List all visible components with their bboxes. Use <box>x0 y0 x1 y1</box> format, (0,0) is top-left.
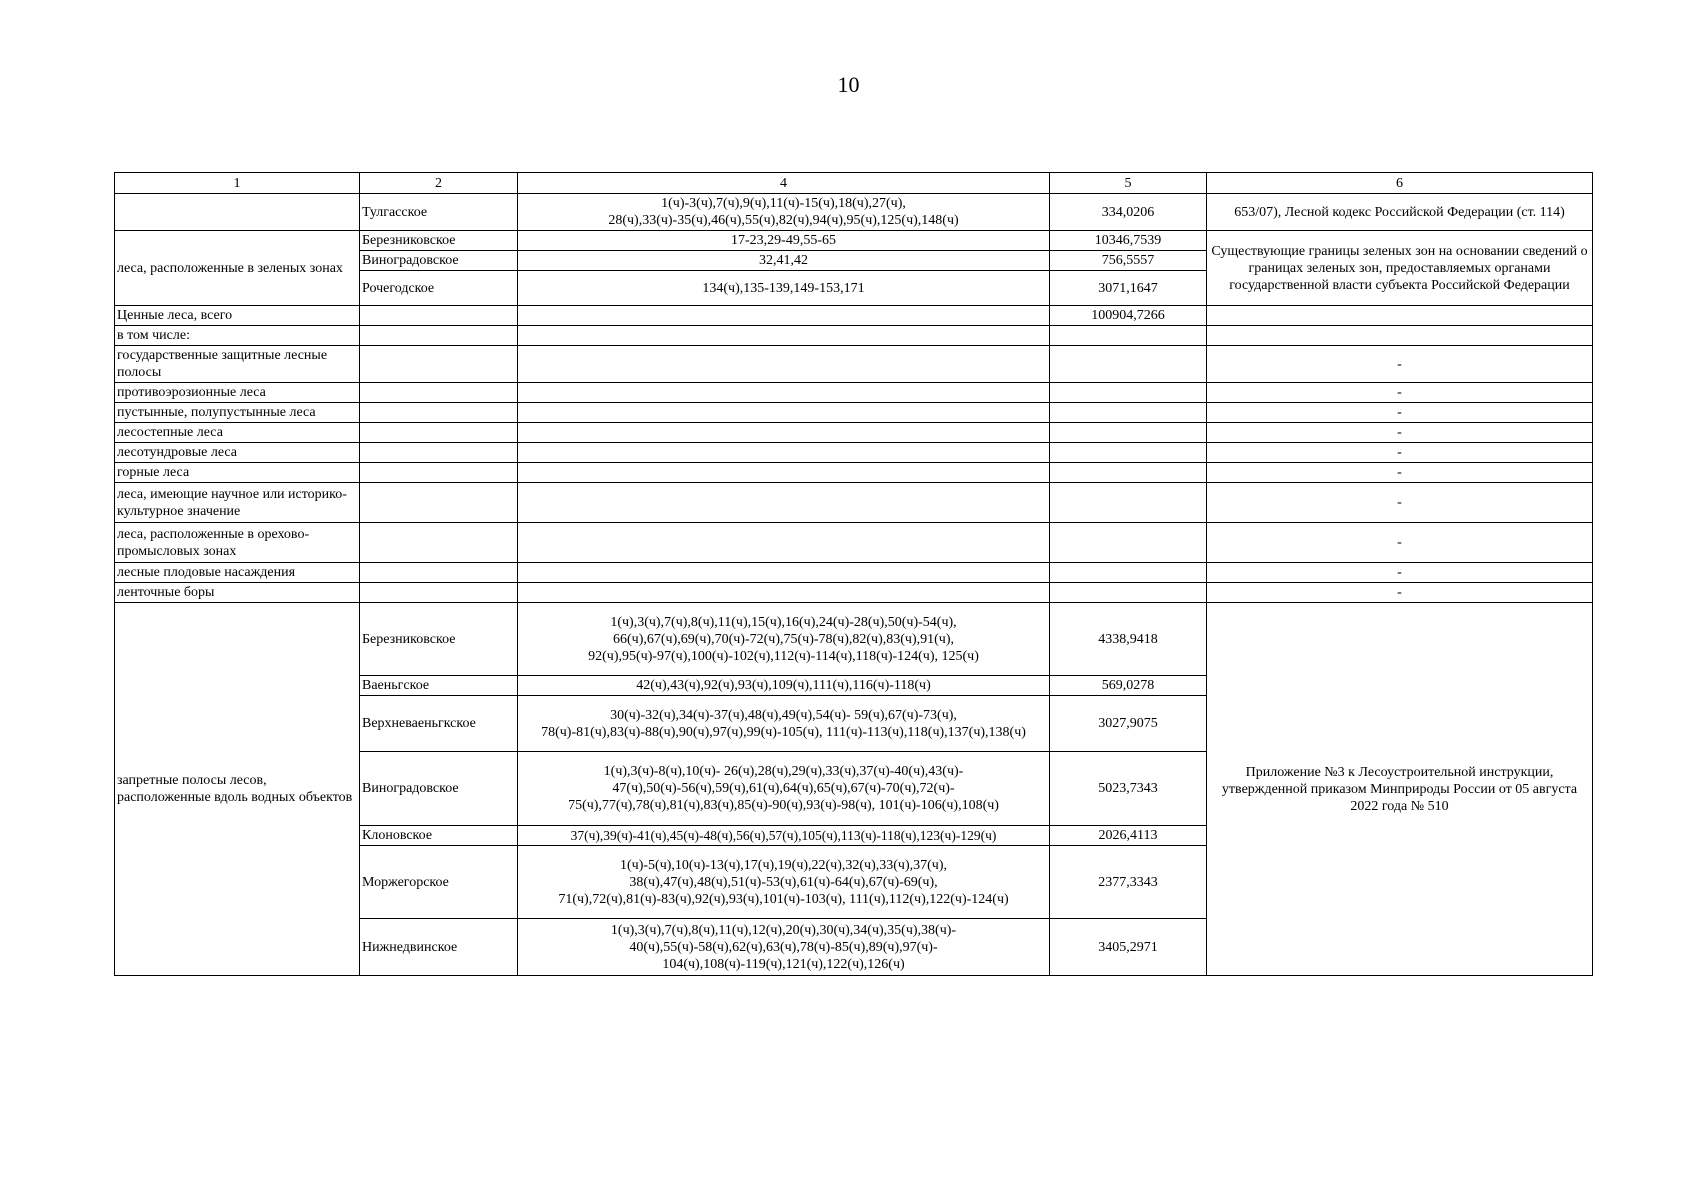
forestry-cell <box>360 346 518 383</box>
basis-cell: - <box>1207 403 1593 423</box>
forestry-cell: Ваеньгское <box>360 676 518 696</box>
table-row <box>115 306 1593 326</box>
quarters-cell <box>518 443 1050 463</box>
category-cell: запретные полосы лесов, расположенные вдоль водных объектов <box>115 603 360 976</box>
area-cell <box>1050 483 1207 523</box>
quarters-cell: 17-23,29-49,55-65 <box>518 231 1050 251</box>
area-cell: 2026,4113 <box>1050 826 1207 846</box>
header-col-5: 5 <box>1050 173 1207 194</box>
forestry-cell: Нижнедвинское <box>360 919 518 976</box>
area-cell <box>1050 563 1207 583</box>
quarters-cell <box>518 306 1050 326</box>
basis-cell: - <box>1207 383 1593 403</box>
quarters-cell <box>518 563 1050 583</box>
area-cell <box>1050 443 1207 463</box>
quarters-cell: 1(ч)-5(ч),10(ч)-13(ч),17(ч),19(ч),22(ч),32(ч),33(ч),37(ч), 38(ч),47(ч),48(ч),51(ч)-53(ч),61(ч)-64(ч),67(ч)-69(ч), 71(ч),72(ч),81(ч)-83(ч),92(ч),93(ч),101(ч)-103(ч), 111(ч),112(ч),122(ч)-124(ч) <box>518 846 1050 919</box>
category-cell: пустынные, полупустынные леса <box>115 403 360 423</box>
quarters-cell <box>518 423 1050 443</box>
header-col-1: 1 <box>115 173 360 194</box>
forestry-cell: Верхневаеньгкское <box>360 696 518 752</box>
table-row <box>115 603 1593 676</box>
basis-cell: - <box>1207 423 1593 443</box>
forestry-cell: Клоновское <box>360 826 518 846</box>
forestry-cell <box>360 523 518 563</box>
forestry-cell: Березниковское <box>360 603 518 676</box>
forestry-cell: Тулгасское <box>360 194 518 231</box>
forest-table <box>114 172 1593 976</box>
basis-cell: - <box>1207 583 1593 603</box>
forestry-cell <box>360 383 518 403</box>
table-row <box>115 463 1593 483</box>
forestry-cell <box>360 423 518 443</box>
table-row <box>115 583 1593 603</box>
quarters-cell <box>518 583 1050 603</box>
forestry-cell <box>360 583 518 603</box>
area-cell: 334,0206 <box>1050 194 1207 231</box>
category-cell: леса, имеющие научное или историко-культурное значение <box>115 483 360 523</box>
forestry-cell <box>360 403 518 423</box>
area-cell <box>1050 583 1207 603</box>
category-cell: лесные плодовые насаждения <box>115 563 360 583</box>
forestry-cell <box>360 306 518 326</box>
forestry-cell: Рочегодское <box>360 271 518 306</box>
basis-cell: - <box>1207 523 1593 563</box>
area-cell: 10346,7539 <box>1050 231 1207 251</box>
quarters-cell <box>518 326 1050 346</box>
basis-cell <box>1207 306 1593 326</box>
forestry-cell <box>360 483 518 523</box>
forestry-cell: Березниковское <box>360 231 518 251</box>
area-cell: 569,0278 <box>1050 676 1207 696</box>
area-cell: 2377,3343 <box>1050 846 1207 919</box>
basis-cell: Приложение №3 к Лесоустроительной инструкции, утвержденной приказом Минприроды России от 05 августа 2022 года № 510 <box>1207 603 1593 976</box>
category-cell: лесостепные леса <box>115 423 360 443</box>
table-row <box>115 523 1593 563</box>
area-cell: 3071,1647 <box>1050 271 1207 306</box>
quarters-cell <box>518 403 1050 423</box>
header-col-2: 2 <box>360 173 518 194</box>
quarters-cell: 134(ч),135-139,149-153,171 <box>518 271 1050 306</box>
quarters-cell: 1(ч)-3(ч),7(ч),9(ч),11(ч)-15(ч),18(ч),27(ч), 28(ч),33(ч)-35(ч),46(ч),55(ч),82(ч),94(ч),95(ч),125(ч),148(ч) <box>518 194 1050 231</box>
basis-cell: 653/07), Лесной кодекс Российской Федерации (ст. 114) <box>1207 194 1593 231</box>
forestry-cell <box>360 326 518 346</box>
area-cell: 100904,7266 <box>1050 306 1207 326</box>
area-cell <box>1050 523 1207 563</box>
quarters-cell: 1(ч),3(ч),7(ч),8(ч),11(ч),12(ч),20(ч),30(ч),34(ч),35(ч),38(ч)- 40(ч),55(ч)-58(ч),62(ч),63(ч),78(ч)-85(ч),89(ч),97(ч)- 104(ч),108(ч)-119(ч),121(ч),122(ч),126(ч) <box>518 919 1050 976</box>
quarters-cell: 37(ч),39(ч)-41(ч),45(ч)-48(ч),56(ч),57(ч),105(ч),113(ч)-118(ч),123(ч)-129(ч) <box>518 826 1050 846</box>
table-row <box>115 194 1593 231</box>
category-cell: Ценные леса, всего <box>115 306 360 326</box>
category-cell: ленточные боры <box>115 583 360 603</box>
area-cell <box>1050 423 1207 443</box>
forestry-cell: Виноградовское <box>360 251 518 271</box>
table-row <box>115 403 1593 423</box>
basis-cell: - <box>1207 463 1593 483</box>
area-cell: 5023,7343 <box>1050 752 1207 826</box>
area-cell <box>1050 383 1207 403</box>
header-col-4: 4 <box>518 173 1050 194</box>
category-cell: в том числе: <box>115 326 360 346</box>
table-row <box>115 346 1593 383</box>
category-cell: лесотундровые леса <box>115 443 360 463</box>
table-row <box>115 383 1593 403</box>
quarters-cell: 1(ч),3(ч),7(ч),8(ч),11(ч),15(ч),16(ч),24(ч)-28(ч),50(ч)-54(ч), 66(ч),67(ч),69(ч),70(ч)-72(ч),75(ч)-78(ч),82(ч),83(ч),91(ч), 92(ч),95(ч)-97(ч),100(ч)-102(ч),112(ч)-114(ч),118(ч)-124(ч), 125(ч) <box>518 603 1050 676</box>
category-cell: леса, расположенные в зеленых зонах <box>115 231 360 306</box>
quarters-cell <box>518 346 1050 383</box>
category-cell: государственные защитные лесные полосы <box>115 346 360 383</box>
quarters-cell: 32,41,42 <box>518 251 1050 271</box>
header-col-6: 6 <box>1207 173 1593 194</box>
area-cell <box>1050 326 1207 346</box>
basis-cell <box>1207 326 1593 346</box>
category-cell <box>115 194 360 231</box>
basis-cell: - <box>1207 563 1593 583</box>
basis-cell: - <box>1207 483 1593 523</box>
forestry-cell <box>360 443 518 463</box>
basis-cell: - <box>1207 346 1593 383</box>
table-row <box>115 483 1593 523</box>
forestry-cell <box>360 463 518 483</box>
quarters-cell: 42(ч),43(ч),92(ч),93(ч),109(ч),111(ч),116(ч)-118(ч) <box>518 676 1050 696</box>
area-cell <box>1050 463 1207 483</box>
table-row <box>115 326 1593 346</box>
basis-cell: Существующие границы зеленых зон на основании сведений о границах зеленых зон, предоставляемых органами государственной власти субъекта Российской Федерации <box>1207 231 1593 306</box>
area-cell <box>1050 403 1207 423</box>
category-cell: противоэрозионные леса <box>115 383 360 403</box>
quarters-cell: 1(ч),3(ч)-8(ч),10(ч)- 26(ч),28(ч),29(ч),33(ч),37(ч)-40(ч),43(ч)- 47(ч),50(ч)-56(ч),59(ч),61(ч),64(ч),65(ч),67(ч)-70(ч),72(ч)- 75(ч),77(ч),78(ч),81(ч),83(ч),85(ч)-90(ч),93(ч)-98(ч), 101(ч)-106(ч),108(ч) <box>518 752 1050 826</box>
forestry-cell <box>360 563 518 583</box>
area-cell: 756,5557 <box>1050 251 1207 271</box>
table-row <box>115 563 1593 583</box>
table-row <box>115 231 1593 251</box>
forestry-cell: Виноградовское <box>360 752 518 826</box>
forestry-cell: Моржегорское <box>360 846 518 919</box>
category-cell: горные леса <box>115 463 360 483</box>
table-header-row <box>115 173 1593 194</box>
table-row <box>115 443 1593 463</box>
table-row <box>115 423 1593 443</box>
basis-cell: - <box>1207 443 1593 463</box>
area-cell: 4338,9418 <box>1050 603 1207 676</box>
quarters-cell <box>518 483 1050 523</box>
quarters-cell: 30(ч)-32(ч),34(ч)-37(ч),48(ч),49(ч),54(ч)- 59(ч),67(ч)-73(ч), 78(ч)-81(ч),83(ч)-88(ч),90(ч),97(ч),99(ч)-105(ч), 111(ч)-113(ч),118(ч),137(ч),138(ч) <box>518 696 1050 752</box>
area-cell <box>1050 346 1207 383</box>
quarters-cell <box>518 383 1050 403</box>
quarters-cell <box>518 463 1050 483</box>
quarters-cell <box>518 523 1050 563</box>
area-cell: 3405,2971 <box>1050 919 1207 976</box>
category-cell: леса, расположенные в орехово-промысловых зонах <box>115 523 360 563</box>
page-number: 10 <box>837 72 860 97</box>
area-cell: 3027,9075 <box>1050 696 1207 752</box>
